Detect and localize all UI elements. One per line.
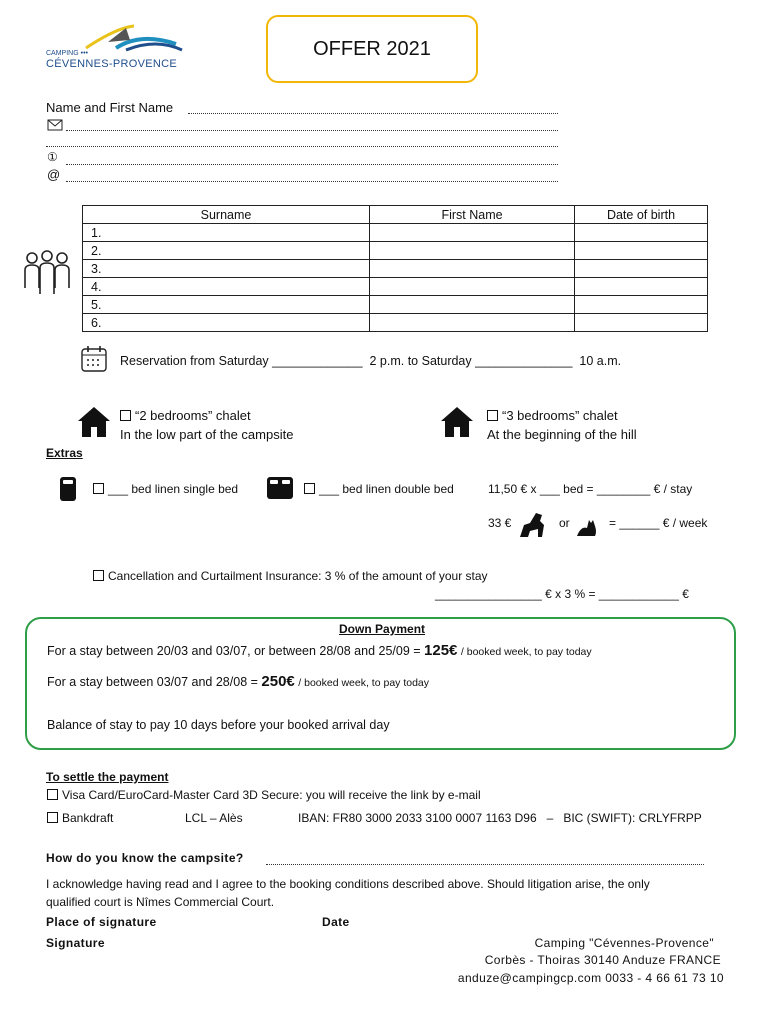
insurance-calc: ________________ € x 3 % = ____________ € — [435, 587, 689, 601]
double-bed-option[interactable]: ___ bed linen double bed — [304, 482, 454, 496]
offer-title-box — [266, 15, 478, 83]
chalet-2-checkbox[interactable] — [120, 410, 131, 421]
bankdraft-option[interactable]: Bankdraft — [47, 811, 113, 825]
chalet-3-option[interactable]: “3 bedrooms” chalet — [487, 408, 618, 423]
extras-heading: Extras — [46, 446, 83, 460]
table-row[interactable]: 6. — [83, 314, 708, 332]
page-title: OFFER 2021 — [313, 37, 431, 60]
name-field[interactable] — [188, 113, 558, 114]
bankdraft-checkbox[interactable] — [47, 812, 58, 823]
table-row[interactable]: 5. — [83, 296, 708, 314]
down-payment-line2: For a stay between 03/07 and 28/08 = 250€ / booked week, to pay today — [47, 673, 430, 690]
logo-dots: ••• — [80, 50, 88, 57]
logo-line2: CÉVENNES-PROVENCE — [46, 58, 178, 70]
payment-heading: To settle the payment — [46, 770, 169, 784]
card-checkbox[interactable] — [47, 789, 58, 800]
pet-or: or — [559, 516, 570, 530]
pet-price-prefix: 33 € — [488, 516, 512, 530]
logo-swoosh-icon — [46, 22, 186, 52]
acknowledge-line1: I acknowledge having read and I agree to the booking conditions described above. Should litigation arise, the only — [46, 877, 650, 891]
col-surname: Surname — [83, 206, 370, 224]
logo-line1: CAMPING — [46, 50, 79, 57]
dog-icon — [516, 511, 548, 539]
table-row[interactable]: 1. — [83, 224, 708, 242]
date-label: Date — [322, 915, 350, 929]
email-field[interactable] — [66, 181, 558, 182]
down-payment-line1: For a stay between 20/03 and 03/07, or between 28/08 and 25/09 = 125€ / booked week, to pay today — [47, 642, 592, 659]
pet-price-suffix: = ______ € / week — [609, 516, 708, 530]
reservation-start-field[interactable]: _____________ — [272, 354, 363, 368]
logo — [46, 22, 186, 72]
single-bed-option[interactable]: ___ bed linen single bed — [93, 482, 238, 496]
guests-table — [82, 205, 708, 332]
chalet-2-desc: In the low part of the campsite — [120, 427, 294, 442]
reservation-line: Reservation from Saturday _____________ 2 p.m. to Saturday ______________ 10 a.m. — [120, 354, 622, 368]
place-of-signature-label: Place of signature — [46, 915, 157, 929]
people-icon — [22, 250, 72, 298]
phone-field[interactable] — [66, 164, 558, 165]
down-payment-balance: Balance of stay to pay 10 days before your booked arrival day — [47, 718, 390, 732]
single-bed-checkbox[interactable] — [93, 483, 104, 494]
house-icon — [440, 405, 474, 439]
house-icon — [77, 405, 111, 439]
chalet-3-checkbox[interactable] — [487, 410, 498, 421]
table-row[interactable]: 4. — [83, 278, 708, 296]
signature-label: Signature — [46, 936, 105, 950]
insurance-option[interactable]: Cancellation and Curtailment Insurance: 3 % of the amount of your stay — [93, 569, 488, 583]
single-bed-icon — [59, 476, 77, 502]
table-row[interactable]: 2. — [83, 242, 708, 260]
envelope-icon — [47, 119, 63, 131]
acknowledge-line2: qualified court is Nîmes Commercial Court. — [46, 895, 275, 909]
double-bed-checkbox[interactable] — [304, 483, 315, 494]
card-option[interactable]: Visa Card/EuroCard-Master Card 3D Secure: you will receive the link by e-mail — [47, 788, 481, 802]
reservation-end-field[interactable]: ______________ — [475, 354, 573, 368]
chalet-2-option[interactable]: “2 bedrooms” chalet — [120, 408, 251, 423]
down-payment-heading: Down Payment — [339, 622, 426, 636]
at-icon: @ — [47, 167, 61, 182]
know-field[interactable] — [266, 864, 704, 865]
chalet-3-desc: At the beginning of the hill — [487, 427, 637, 442]
iban: IBAN: FR80 3000 2033 3100 0007 1163 D96 – BIC (SWIFT): CRLYFRPP — [298, 811, 702, 825]
address-line3: anduze@campingcp.com 0033 - 4 66 61 73 10 — [457, 971, 724, 985]
insurance-checkbox[interactable] — [93, 570, 104, 581]
double-bed-icon — [266, 476, 294, 500]
name-label: Name and First Name — [46, 100, 174, 115]
address-field-1[interactable] — [66, 130, 558, 131]
address-field-2[interactable] — [46, 146, 558, 147]
cat-icon — [575, 514, 599, 538]
col-first-name: First Name — [370, 206, 575, 224]
table-row[interactable]: 3. — [83, 260, 708, 278]
bank-name: LCL – Alès — [185, 811, 243, 825]
phone-icon: ① — [47, 150, 58, 164]
address-line1: Camping "Cévennes-Provence" — [534, 936, 714, 950]
calendar-icon — [80, 345, 108, 373]
know-label: How do you know the campsite? — [46, 851, 244, 865]
col-date-of-birth: Date of birth — [575, 206, 708, 224]
address-line2: Corbès - Thoiras 30140 Anduze FRANCE — [484, 953, 721, 967]
bed-linen-price: 11,50 € x ___ bed = ________ € / stay — [488, 482, 693, 496]
